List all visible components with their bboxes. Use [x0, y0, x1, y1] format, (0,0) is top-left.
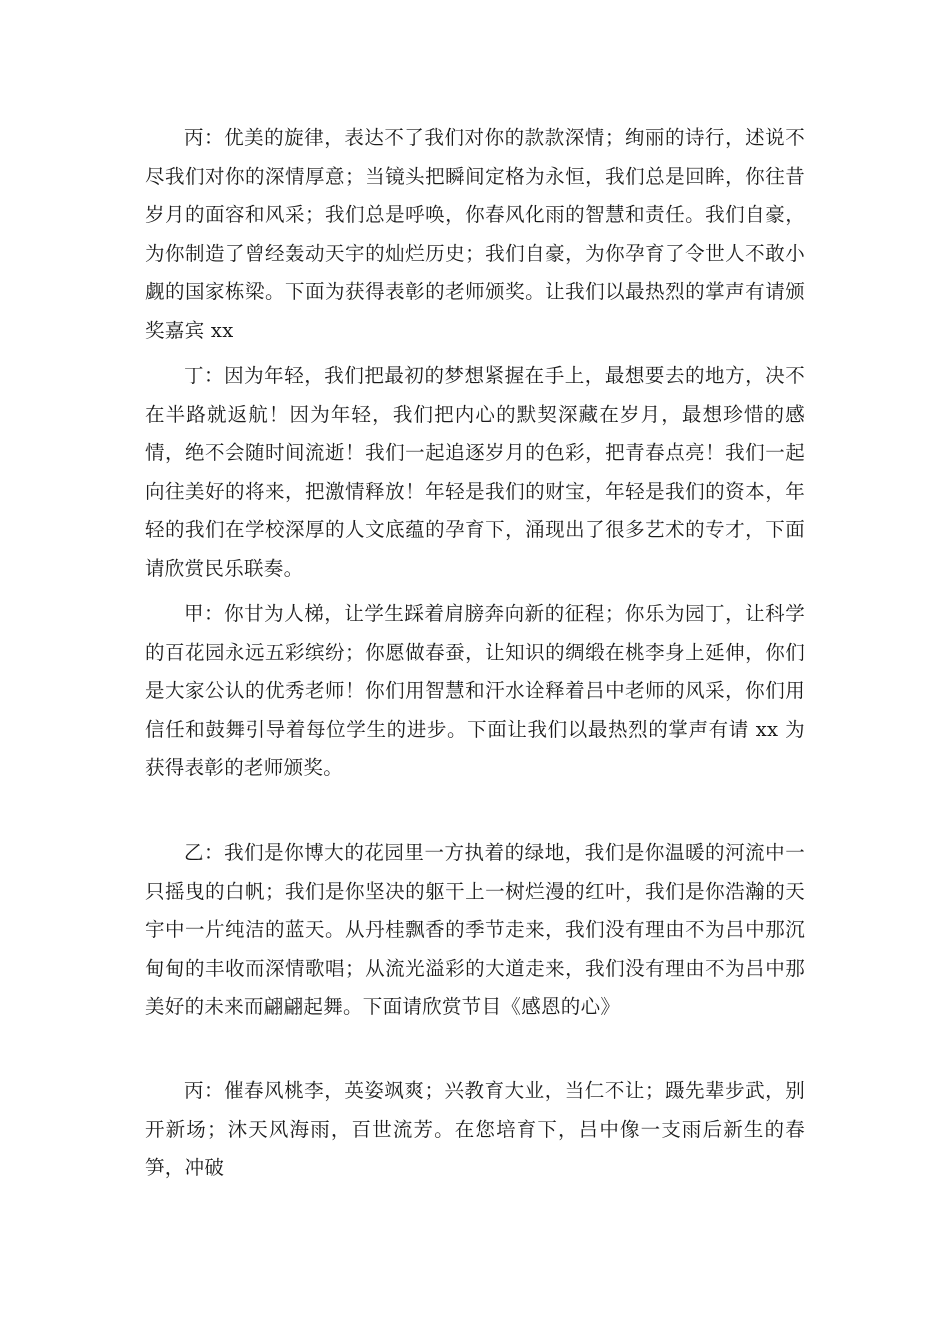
paragraph-bing-1: 丙：优美的旋律，表达不了我们对你的款款深情；绚丽的诗行，述说不尽我们对你的深情厚意；当镜头把瞬间定格为永恒，我们总是回眸，你往昔岁月的面容和风采；我们总是呼唤，你春风化雨的智慧和责任。我们自豪，为你制造了曾经轰动天宇的灿烂历史；我们自豪，为你孕育了令世人不敢小觑的国家栋梁。下面为获得表彰的老师颁奖。让我们以最热烈的掌声有请颁奖嘉宾 xx — [145, 126, 805, 342]
paragraph-jia: 甲：你甘为人梯，让学生踩着肩膀奔向新的征程；你乐为园丁，让科学的百花园永远五彩缤纷；你愿做春蚕，让知识的绸缎在桃李身上延伸，你们是大家公认的优秀老师！你们用智慧和汗水诠释着吕中老师的风采，你们用信任和鼓舞引导着每位学生的进步。下面让我们以最热烈的掌声有请 xx 为获得表彰的老师颁奖。 — [145, 602, 805, 779]
paragraph-bing-2: 丙：催春风桃李，英姿飒爽；兴教育大业，当仁不让；蹑先辈步武，别开新场；沐天风海雨，百世流芳。在您培育下，吕中像一支雨后新生的春笋，冲破 — [145, 1079, 805, 1179]
paragraph-ding: 丁：因为年轻，我们把最初的梦想紧握在手上，最想要去的地方，决不在半路就返航！因为年轻，我们把内心的默契深藏在岁月，最想珍惜的感情，绝不会随时间流逝！我们一起追逐岁月的色彩，把青春点亮！我们一起向往美好的将来，把激情释放！年轻是我们的财宝，年轻是我们的资本，年轻的我们在学校深厚的人文底蕴的孕育下，涌现出了很多艺术的专才，下面请欣赏民乐联奏。 — [145, 364, 805, 580]
paragraph-yi: 乙：我们是你博大的花园里一方执着的绿地，我们是你温暖的河流中一只摇曳的白帆；我们是你坚决的躯干上一树烂漫的红叶，我们是你浩瀚的天宇中一片纯洁的蓝天。从丹桂飘香的季节走来，我们没有理由不为吕中那沉甸甸的丰收而深情歌唱；从流光溢彩的大道走来，我们没有理由不为吕中那美好的未来而翩翩起舞。下面请欣赏节目《感恩的心》 — [145, 841, 805, 1018]
